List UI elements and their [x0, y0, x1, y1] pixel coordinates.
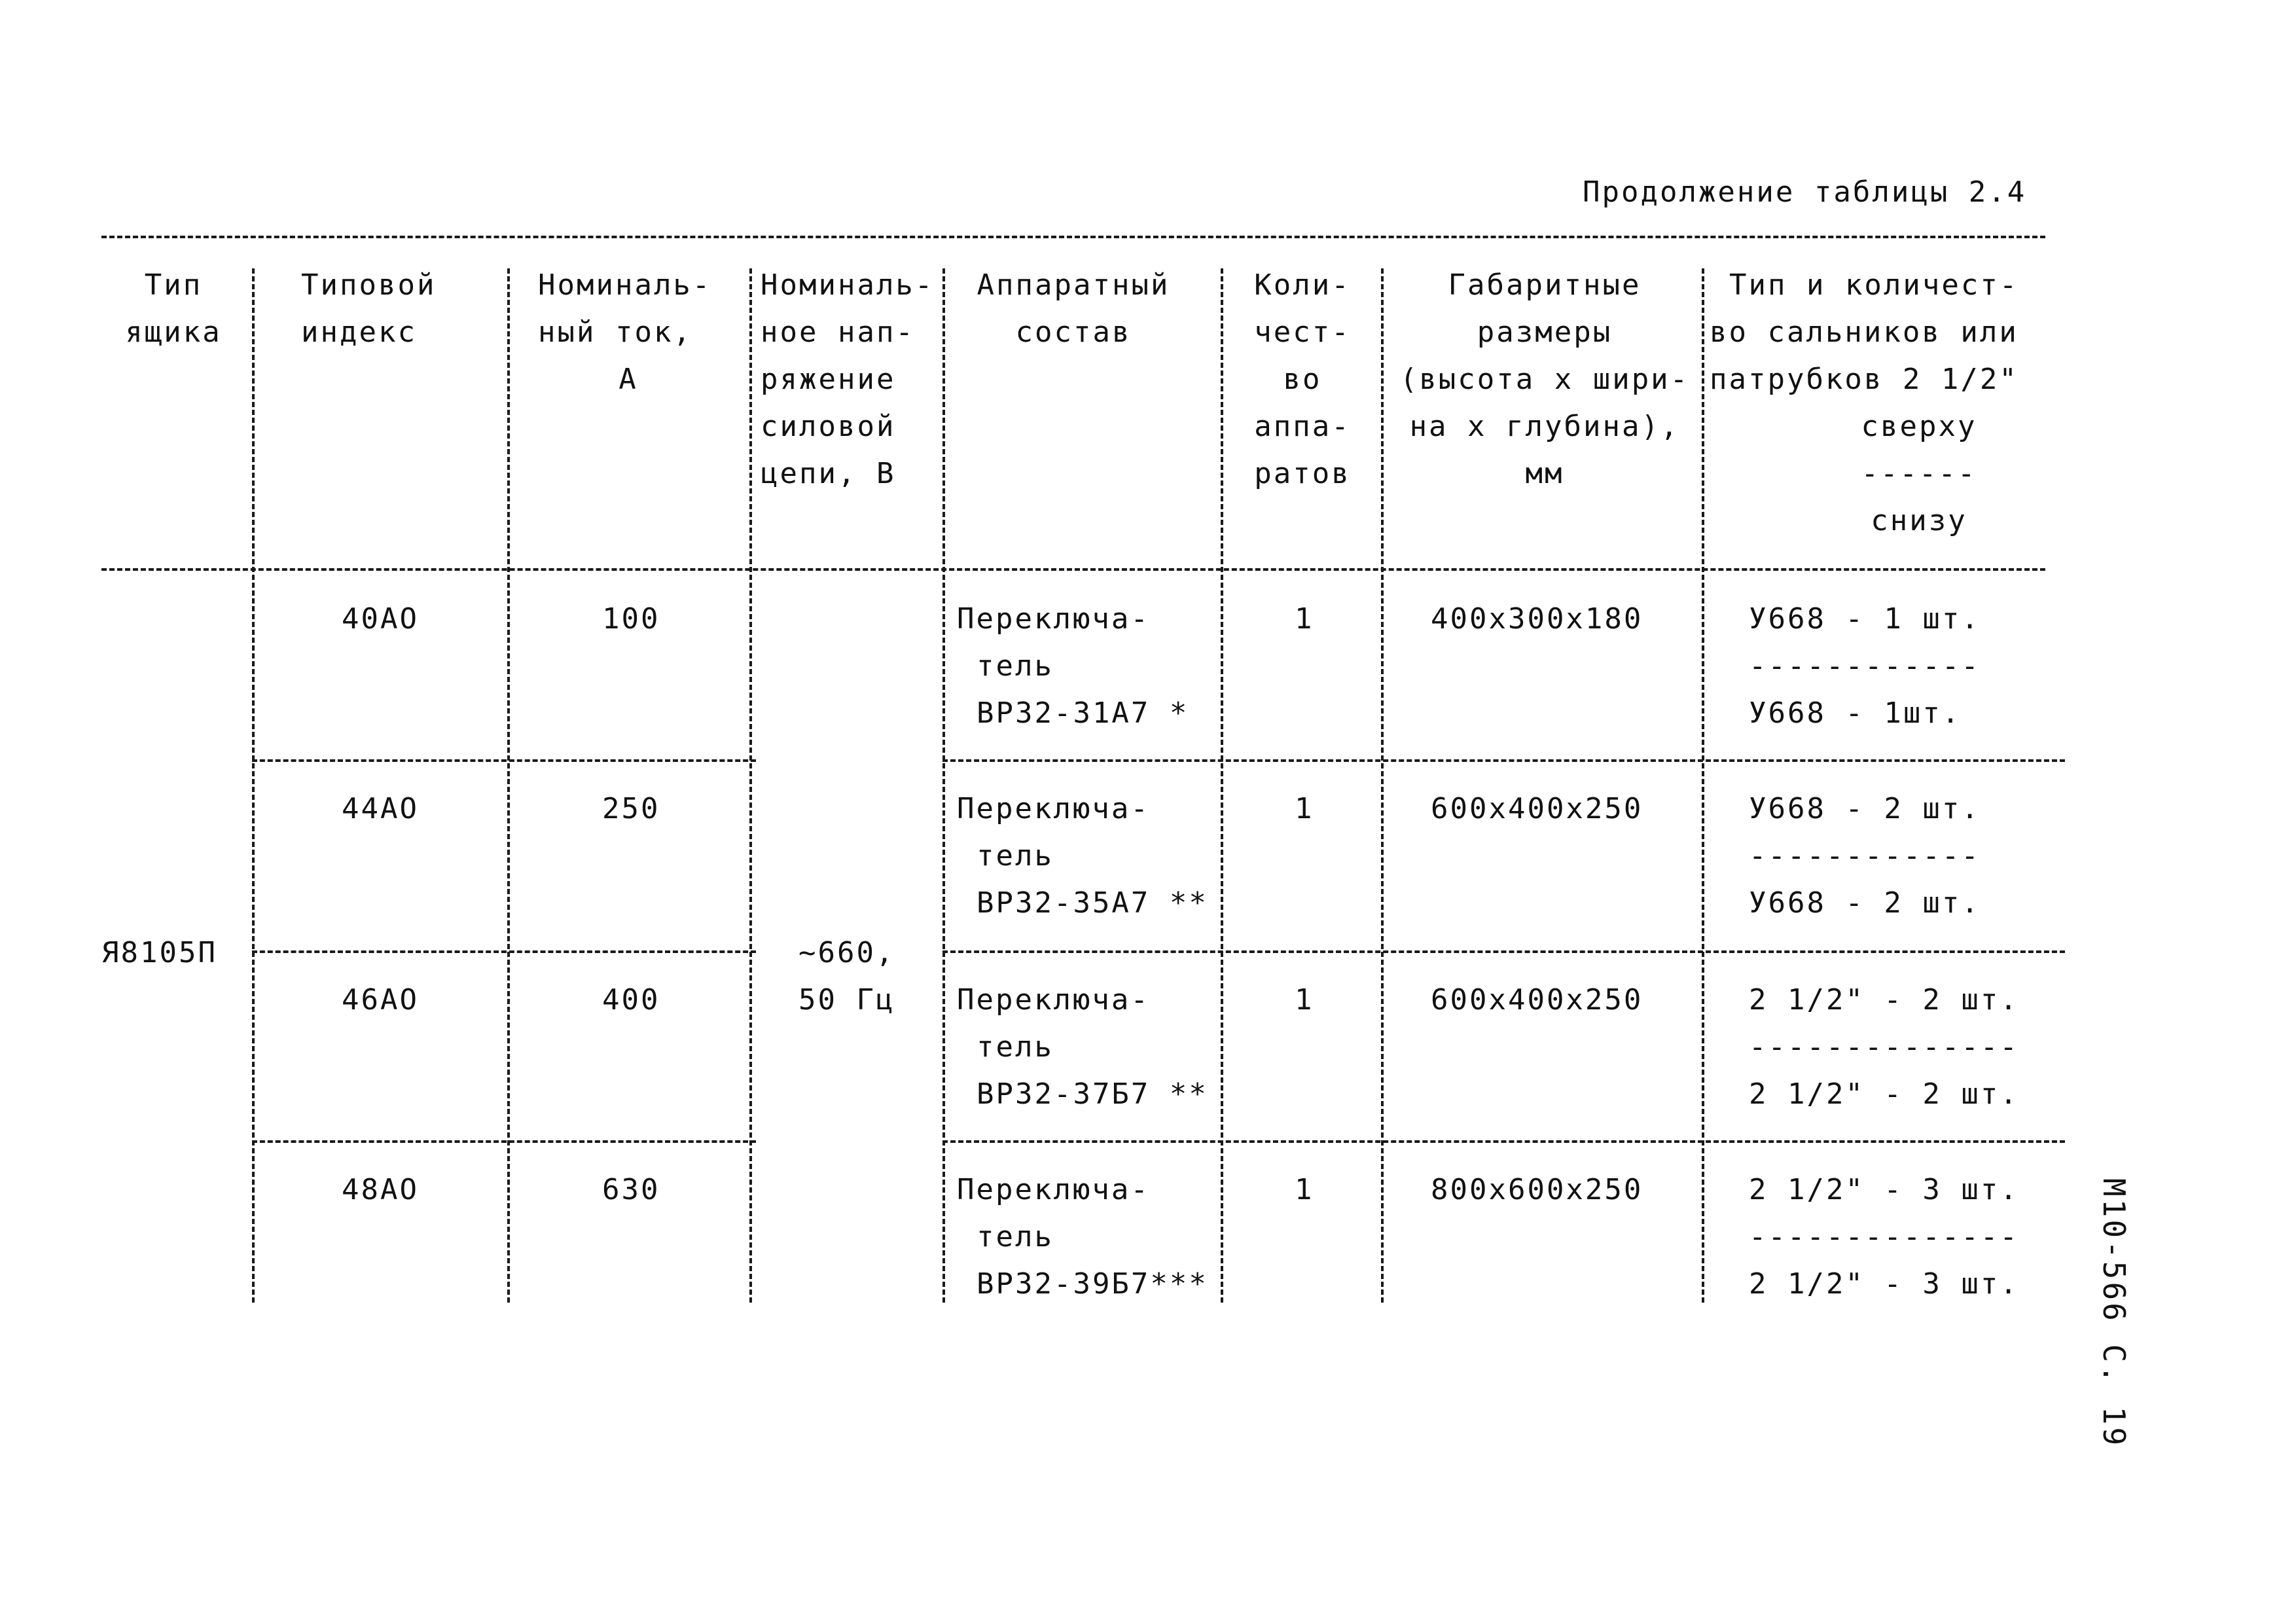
row-apparatus-1: Переключа- [957, 792, 1150, 825]
row-current: 630 [602, 1173, 660, 1206]
row-glands-top: У668 - 1 шт. [1749, 602, 1981, 636]
header-voltage-3: ряжение [761, 363, 896, 396]
voltage-value-1: ~660, [798, 936, 895, 969]
row-divider [252, 1140, 756, 1143]
row-index: 48АО [342, 1173, 419, 1206]
header-current-3: А [619, 363, 638, 396]
row-index: 44АО [342, 792, 419, 825]
header-apparatus-2: состав [1015, 316, 1132, 349]
header-voltage-5: цепи, В [761, 457, 896, 490]
header-glands-5: ------ [1861, 457, 1977, 490]
header-dimensions-5: мм [1525, 457, 1564, 490]
header-dimensions-3: (высота х шири- [1399, 363, 1690, 396]
row-divider [942, 1140, 2065, 1143]
row-quantity: 1 [1295, 602, 1314, 636]
row-divider [942, 759, 2065, 762]
header-voltage-4: силовой [761, 410, 896, 443]
row-glands-top: У668 - 2 шт. [1749, 792, 1981, 825]
row-glands-bottom: У668 - 2 шт. [1749, 886, 1981, 920]
column-divider [1702, 268, 1704, 1303]
row-current: 250 [602, 792, 660, 825]
header-index-1: Типовой [301, 268, 437, 302]
row-apparatus-2: тель [977, 1030, 1054, 1064]
header-dimensions-1: Габаритные [1448, 268, 1641, 302]
header-glands-1: Тип и количест- [1729, 268, 2019, 302]
row-quantity: 1 [1295, 1173, 1314, 1206]
voltage-value-2: 50 Гц [798, 983, 895, 1017]
header-glands-2: во сальников или [1710, 316, 2018, 349]
header-glands-3: патрубков 2 1/2" [1710, 363, 2018, 396]
header-voltage-1: Номиналь- [761, 268, 935, 302]
row-glands-top: 2 1/2" - 3 шт. [1749, 1173, 2019, 1206]
row-dimensions: 600х400х250 [1431, 792, 1643, 825]
header-quantity-1: Коли- [1254, 268, 1351, 302]
header-quantity-3: во [1283, 363, 1322, 396]
header-bottom-rule [101, 568, 2045, 571]
row-dimensions: 400х300х180 [1431, 602, 1643, 636]
column-divider [942, 268, 945, 1303]
row-apparatus-3: ВР32-31А7 * [977, 696, 1189, 730]
row-apparatus-1: Переключа- [957, 983, 1150, 1017]
table-caption: Продолжение таблицы 2.4 [1583, 175, 2027, 209]
box-type-value: Я8105П [101, 936, 217, 969]
row-current: 100 [602, 602, 660, 636]
row-glands-top: 2 1/2" - 2 шт. [1749, 983, 2019, 1017]
row-divider [252, 759, 756, 762]
row-glands-separator: -------------- [1749, 1220, 2019, 1254]
row-apparatus-3: ВР32-39Б7*** [977, 1267, 1208, 1301]
header-quantity-4: аппа- [1254, 410, 1351, 443]
row-apparatus-2: тель [977, 649, 1054, 683]
row-apparatus-3: ВР32-37Б7 ** [977, 1077, 1208, 1111]
row-glands-separator: ------------ [1749, 839, 1981, 873]
row-apparatus-1: Переключа- [957, 602, 1150, 636]
row-glands-bottom: 2 1/2" - 3 шт. [1749, 1267, 2019, 1301]
header-voltage-2: ное нап- [761, 316, 915, 349]
header-apparatus-1: Аппаратный [977, 268, 1170, 302]
column-divider [507, 268, 510, 1303]
header-glands-6: снизу [1871, 504, 1967, 537]
row-apparatus-2: тель [977, 839, 1054, 873]
row-quantity: 1 [1295, 792, 1314, 825]
header-box-type-1: Тип [144, 268, 203, 302]
row-glands-separator: ------------ [1749, 649, 1981, 683]
header-index-2: индекс [301, 316, 417, 349]
header-box-type-2: ящика [125, 316, 222, 349]
page-number-label: М10-566 С. 19 [2096, 1178, 2132, 1449]
table-top-rule [101, 236, 2045, 238]
column-divider [749, 268, 752, 1303]
header-dimensions-4: на х глубина), [1409, 410, 1680, 443]
row-current: 400 [602, 983, 660, 1017]
row-apparatus-1: Переключа- [957, 1173, 1150, 1206]
row-apparatus-2: тель [977, 1220, 1054, 1254]
row-index: 40АО [342, 602, 419, 636]
row-index: 46АО [342, 983, 419, 1017]
row-dimensions: 600х400х250 [1431, 983, 1643, 1017]
header-glands-4: сверху [1861, 410, 1977, 443]
column-divider [1381, 268, 1384, 1303]
header-dimensions-2: размеры [1477, 316, 1613, 349]
column-divider [252, 268, 255, 1303]
header-quantity-5: ратов [1254, 457, 1351, 490]
header-current-2: ный ток, [538, 316, 692, 349]
row-apparatus-3: ВР32-35А7 ** [977, 886, 1208, 920]
row-glands-bottom: 2 1/2" - 2 шт. [1749, 1077, 2019, 1111]
column-divider [1221, 268, 1223, 1303]
row-glands-bottom: У668 - 1шт. [1749, 696, 1962, 730]
row-glands-separator: -------------- [1749, 1030, 2019, 1064]
row-dimensions: 800х600х250 [1431, 1173, 1643, 1206]
header-current-1: Номиналь- [538, 268, 712, 302]
row-divider [252, 950, 756, 953]
row-quantity: 1 [1295, 983, 1314, 1017]
header-quantity-2: чест- [1254, 316, 1351, 349]
row-divider [942, 950, 2065, 953]
